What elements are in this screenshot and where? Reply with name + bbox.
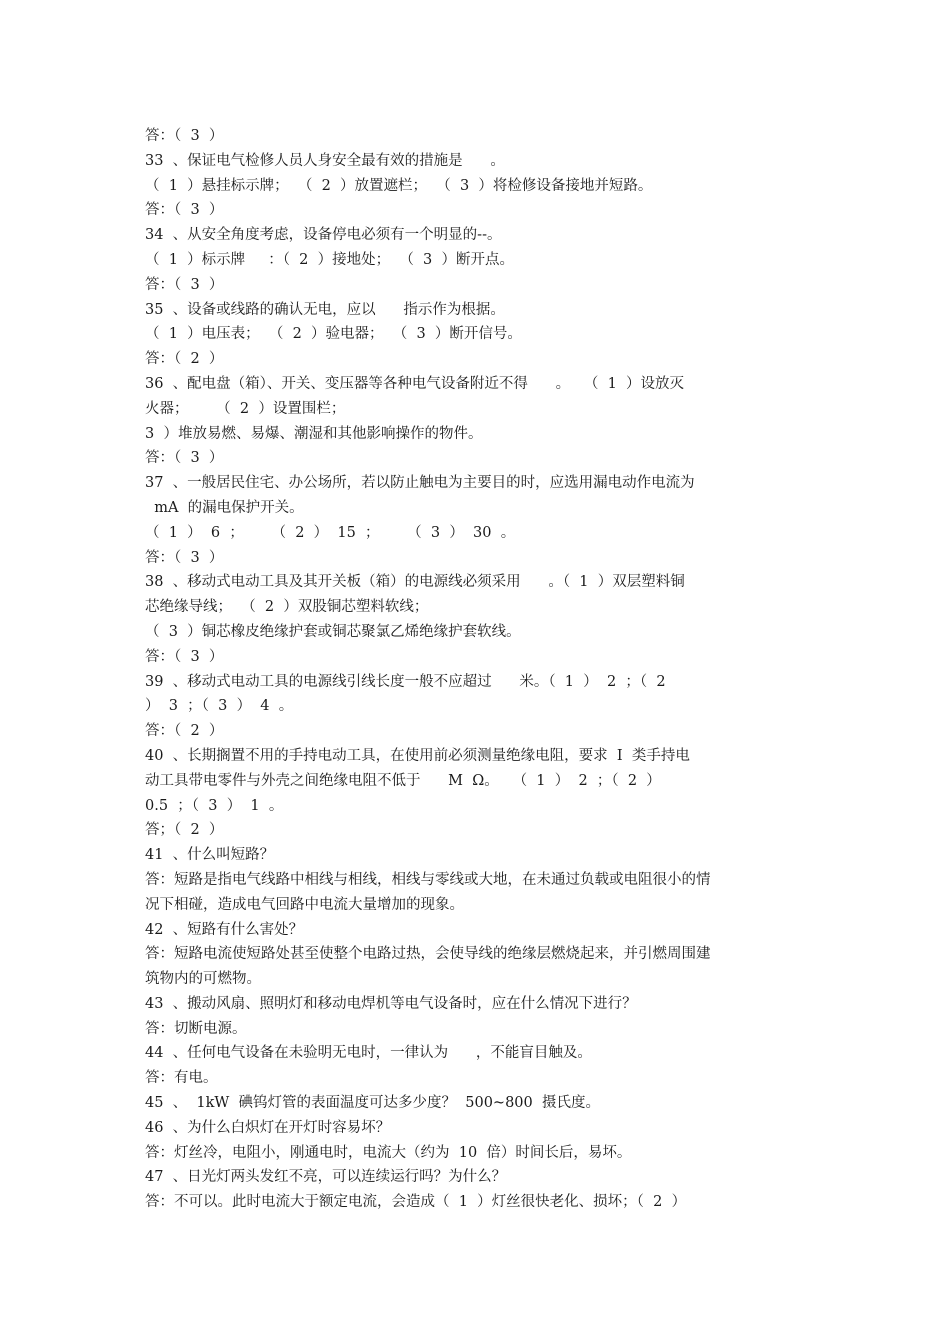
question-line: 38 、移动式电动工具及其开关板（箱）的电源线必须采用 。（ 1 ）双层塑料铜 <box>145 574 685 591</box>
answer-line: 答：（ 3 ） <box>145 549 224 566</box>
answer-line: 答：（ 3 ） <box>145 128 224 144</box>
question-line: mA 的漏电保护开关。 <box>145 499 304 516</box>
answer-line: 答；（ 2 ） <box>145 822 224 839</box>
answer-line: 答：（ 3 ） <box>145 276 224 293</box>
options-line: （ 1 ）标示牌 ：（ 2 ）接地处； （ 3 ）断开点。 <box>145 251 514 268</box>
options-line: 0.5 ；（ 3 ） 1 。 <box>145 797 284 814</box>
answer-line: 答：（ 2 ） <box>145 351 224 368</box>
question-line: 41 、什么叫短路？ <box>145 847 275 864</box>
answer-line: 况下相碰，造成电气回路中电流大量增加的现象。 <box>145 896 464 913</box>
answer-line: 答：（ 2 ） <box>145 723 224 740</box>
question-line: 47 、日光灯两头发红不亮，可以连续运行吗？为什么？ <box>145 1169 507 1186</box>
question-line: 34 、从安全角度考虑，设备停电必须有一个明显的--。 <box>145 227 502 244</box>
answer-line: 答：短路电流使短路处甚至使整个电路过热，会使导线的绝缘层燃烧起来，并引燃周围建 <box>145 946 711 963</box>
answer-line: 答：切断电源。 <box>145 1020 247 1037</box>
question-line: 46 、为什么白炽灯在开灯时容易坏？ <box>145 1119 391 1136</box>
question-line: 37 、一般居民住宅、办公场所，若以防止触电为主要目的时，应选用漏电动作电流为 <box>145 475 695 492</box>
options-line: （ 1 ）悬挂标示牌； （ 2 ）放置遮栏； （ 3 ）将检修设备接地并短路。 <box>145 177 653 194</box>
question-line: 43 、搬动风扇、照明灯和移动电焊机等电气设备时，应在什么情况下进行？ <box>145 995 637 1012</box>
options-line: ） 3 ；（ 3 ） 4 。 <box>145 698 294 715</box>
options-line: （ 1 ） 6 ； （ 2 ） 15 ； （ 3 ） 30 。 <box>145 524 516 541</box>
options-line: 芯绝缘导线； （ 2 ）双股铜芯塑料软线； <box>145 599 429 616</box>
answer-line: 答：（ 3 ） <box>145 450 224 467</box>
question-line: 40 、长期搁置不用的手持电动工具，在使用前必须测量绝缘电阻，要求 I 类手持电 <box>145 747 690 764</box>
answer-line: 答：（ 3 ） <box>145 202 224 219</box>
answer-line: 筑物内的可燃物。 <box>145 971 261 988</box>
options-line: （ 1 ）电压表； （ 2 ）验电器； （ 3 ）断开信号。 <box>145 326 522 343</box>
question-line: 44 、任何电气设备在未验明无电时，一律认为 ，不能盲目触及。 <box>145 1045 592 1062</box>
question-line: 35 、设备或线路的确认无电，应以 指示作为根据。 <box>145 301 505 318</box>
answer-line: 答：（ 3 ） <box>145 648 224 665</box>
answer-line: 答：不可以。此时电流大于额定电流，会造成（ 1 ）灯丝很快老化、损坏；（ 2 ） <box>145 1194 687 1211</box>
answer-line: 答：有电。 <box>145 1070 218 1087</box>
answer-line: 答：灯丝冷，电阻小，刚通电时，电流大（约为 10 倍）时间长后，易坏。 <box>145 1144 632 1161</box>
options-line: 3 ）堆放易燃、易爆、潮湿和其他影响操作的物件。 <box>145 425 483 442</box>
question-line: 42 、短路有什么害处？ <box>145 921 304 938</box>
question-line: 33 、保证电气检修人员人身安全最有效的措施是 。 <box>145 152 505 169</box>
answer-line: 答：短路是指电气线路中相线与相线，相线与零线或大地，在未通过负载或电阻很小的情 <box>145 871 711 888</box>
question-line: 39 、移动式电动工具的电源线引线长度一般不应超过 米。（ 1 ） 2 ；（ 2 <box>145 673 666 690</box>
question-line: 动工具带电零件与外壳之间绝缘电阻不低于 M Ω。 （ 1 ） 2 ；（ 2 ） <box>145 772 661 789</box>
options-line: （ 3 ）铜芯橡皮绝缘护套或铜芯聚氯乙烯绝缘护套软线。 <box>145 623 521 640</box>
question-line: 36 、配电盘（箱）、开关、变压器等各种电气设备附近不得 。 （ 1 ）设放灭 <box>145 375 685 392</box>
document-body <box>145 124 805 1215</box>
question-line: 45 、 1kW 碘钨灯管的表面温度可达多少度？ 500~800 摄氏度。 <box>145 1095 600 1112</box>
options-line: 火器； （ 2 ）设置围栏； <box>145 400 346 417</box>
